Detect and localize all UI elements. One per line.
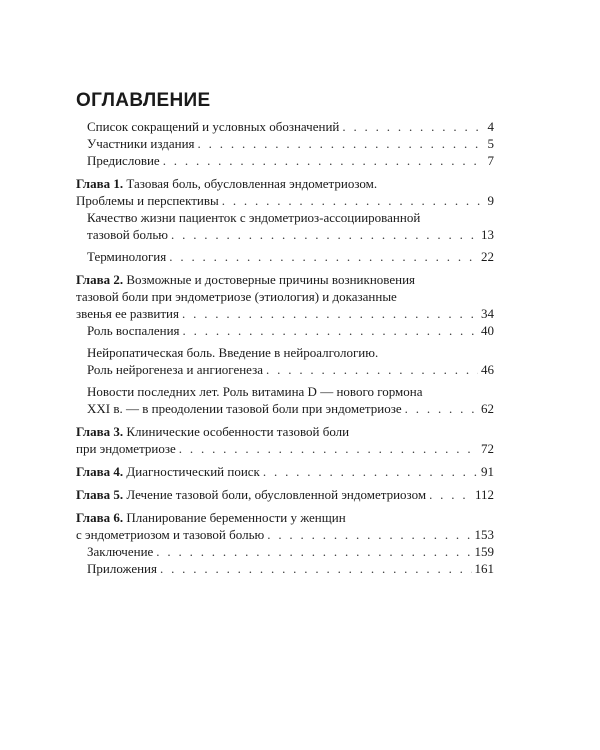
- toc-entry-text: Проблемы и перспективы: [76, 193, 219, 208]
- toc-page-number: 9: [487, 193, 494, 208]
- toc-entry-row: [87, 118, 494, 135]
- toc-title: ОГЛАВЛЕНИЕ: [76, 90, 211, 111]
- dot-leader: [163, 152, 485, 169]
- toc-chapter-entry: [76, 423, 494, 457]
- toc-entry-text: Новости последних лет. Роль витамина D — нового гормона: [87, 384, 423, 399]
- toc-entry-row: [87, 152, 494, 169]
- toc-entry-text: звенья ее развития: [76, 306, 179, 321]
- toc-entry-line: [76, 271, 494, 288]
- toc-section-entry: [76, 209, 494, 243]
- toc-page-number: 91: [481, 464, 494, 479]
- chapter-label: Глава 1.: [76, 176, 124, 191]
- chapter-label: Глава 6.: [76, 510, 124, 525]
- toc-entry-text: Возможные и достоверные причины возникновения: [126, 272, 416, 287]
- toc-section-entry: [76, 543, 494, 560]
- toc-entry-row: [76, 526, 494, 543]
- toc-section-entry: [76, 118, 494, 135]
- toc-entry-row: [87, 248, 494, 265]
- toc-entry-line: [87, 209, 494, 226]
- toc-entry-line: [76, 423, 494, 440]
- dot-leader: [169, 248, 478, 265]
- toc-page-number: 62: [481, 401, 494, 416]
- toc-entry-row: [76, 463, 494, 480]
- dot-leader: [179, 440, 478, 457]
- dot-leader: [266, 361, 478, 378]
- toc-entry-row: [76, 440, 494, 457]
- toc-entry-row: [87, 400, 494, 417]
- toc-section-entry: [76, 383, 494, 417]
- toc-chapter-entry: [76, 486, 494, 503]
- toc-entry-text: Диагностический поиск: [126, 464, 260, 479]
- toc-entry-text: Лечение тазовой боли, обусловленной эндометриозом: [126, 487, 427, 502]
- dot-leader: [263, 463, 478, 480]
- toc-page-number: 40: [481, 323, 494, 338]
- toc-page-number: 13: [481, 227, 494, 242]
- toc-entry-row: [76, 192, 494, 209]
- toc-entry-text: Участники издания: [87, 136, 195, 151]
- toc-chapter-entry: [76, 271, 494, 322]
- table-of-contents: [76, 118, 494, 577]
- toc-entry-row: [87, 135, 494, 152]
- dot-leader: [405, 400, 478, 417]
- toc-page-number: 153: [474, 527, 494, 542]
- toc-entry-row: [87, 560, 494, 577]
- toc-page-number: 22: [481, 249, 494, 264]
- dot-leader: [342, 118, 484, 135]
- dot-leader: [171, 226, 478, 243]
- toc-entry-text: при эндометриозе: [76, 441, 176, 456]
- chapter-label: Глава 4.: [76, 464, 124, 479]
- toc-entry-text: Планирование беременности у женщин: [126, 510, 346, 525]
- toc-page-number: 72: [481, 441, 494, 456]
- toc-entry-row: [76, 486, 494, 503]
- toc-entry-line: [76, 288, 494, 305]
- toc-entry-text: Заключение: [87, 544, 154, 559]
- toc-entry-text: Нейропатическая боль. Введение в нейроалгологию.: [87, 345, 379, 360]
- dot-leader: [160, 560, 472, 577]
- toc-entry-text: Роль воспаления: [87, 323, 180, 338]
- toc-entry-text: Тазовая боль, обусловленная эндометриозом.: [126, 176, 378, 191]
- toc-entry-line: [87, 383, 494, 400]
- toc-entry-row: [76, 305, 494, 322]
- toc-section-entry: [76, 560, 494, 577]
- toc-entry-row: [87, 543, 494, 560]
- toc-page-number: 5: [487, 136, 494, 151]
- toc-section-entry: [76, 322, 494, 339]
- chapter-label: Глава 2.: [76, 272, 124, 287]
- toc-entry-text: Приложения: [87, 561, 157, 576]
- toc-page-number: 34: [481, 306, 494, 321]
- toc-entry-text: Клинические особенности тазовой боли: [126, 424, 350, 439]
- toc-entry-text: Список сокращений и условных обозначений: [87, 119, 340, 134]
- toc-chapter-entry: [76, 175, 494, 209]
- toc-page-number: 159: [474, 544, 494, 559]
- dot-leader: [198, 135, 485, 152]
- dot-leader: [183, 322, 478, 339]
- dot-leader: [222, 192, 485, 209]
- toc-page-number: 161: [474, 561, 494, 576]
- toc-entry-line: [76, 175, 494, 192]
- toc-entry-text: тазовой боли при эндометриозе (этиология) и доказанные: [76, 289, 397, 304]
- toc-page-number: 46: [481, 362, 494, 377]
- dot-leader: [156, 543, 471, 560]
- toc-entry-text: Качество жизни пациенток с эндометриоз-ассоциированной: [87, 210, 421, 225]
- toc-entry-line: [76, 509, 494, 526]
- chapter-label: Глава 5.: [76, 487, 124, 502]
- toc-section-entry: [76, 248, 494, 265]
- toc-entry-row: [87, 322, 494, 339]
- dot-leader: [429, 486, 472, 503]
- dot-leader: [182, 305, 478, 322]
- toc-entry-text: Предисловие: [87, 153, 160, 168]
- chapter-label: Глава 3.: [76, 424, 124, 439]
- toc-page-number: 112: [474, 487, 494, 502]
- toc-page-number: 4: [487, 119, 494, 134]
- toc-entry-row: [87, 361, 494, 378]
- toc-page-number: 7: [487, 153, 494, 168]
- toc-entry-text: XXI в. — в преодолении тазовой боли при эндометриозе: [87, 401, 402, 416]
- toc-entry-text: с эндометриозом и тазовой болью: [76, 527, 265, 542]
- toc-section-entry: [76, 344, 494, 378]
- toc-entry-text: Роль нейрогенеза и ангиогенеза: [87, 362, 264, 377]
- toc-entry-line: [87, 344, 494, 361]
- toc-entry-row: [87, 226, 494, 243]
- dot-leader: [267, 526, 471, 543]
- toc-section-entry: [76, 135, 494, 152]
- toc-section-entry: [76, 152, 494, 169]
- toc-chapter-entry: [76, 463, 494, 480]
- toc-entry-text: Терминология: [87, 249, 167, 264]
- toc-chapter-entry: [76, 509, 494, 543]
- toc-entry-text: тазовой болью: [87, 227, 168, 242]
